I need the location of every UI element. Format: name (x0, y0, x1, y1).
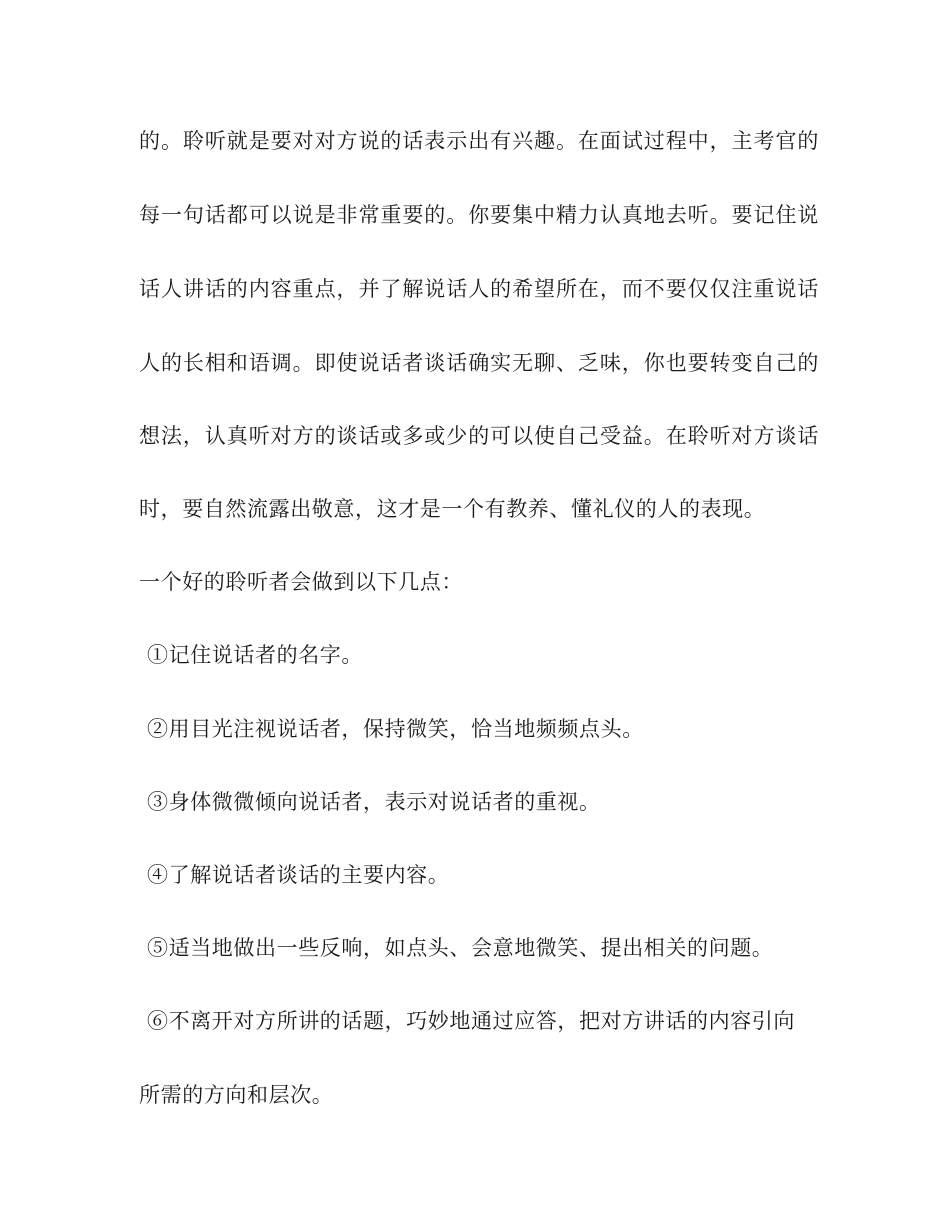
paragraph-line-6: 时，要自然流露出敬意，这才是一个有教养、懂礼仪的人的表现。 (139, 497, 766, 521)
list-item-1: ①记住说话者的名字。 (147, 643, 363, 667)
list-item-6-continuation: 所需的方向和层次。 (139, 1083, 334, 1107)
paragraph-line-3: 话人讲话的内容重点，并了解说话人的希望所在，而不要仅仅注重说话 (139, 277, 819, 301)
paragraph-line-2: 每一句话都可以说是非常重要的。你要集中精力认真地去听。要记住说 (139, 203, 819, 227)
list-item-6: ⑥不离开对方所讲的话题，巧妙地通过应答，把对方讲话的内容引向 (147, 1009, 795, 1033)
paragraph-line-1: 的。聆听就是要对对方说的话表示出有兴趣。在面试过程中，主考官的 (139, 129, 819, 153)
list-item-4: ④了解说话者谈话的主要内容。 (147, 863, 450, 887)
list-intro: 一个好的聆听者会做到以下几点： (139, 570, 463, 594)
list-item-3: ③身体微微倾向说话者，表示对说话者的重视。 (147, 790, 601, 814)
paragraph-line-5: 想法，认真听对方的谈话或多或少的可以使自己受益。在聆听对方谈话 (139, 424, 819, 448)
list-item-5: ⑤适当地做出一些反响，如点头、会意地微笑、提出相关的问题。 (147, 936, 774, 960)
list-item-2: ②用目光注视说话者，保持微笑，恰当地频频点头。 (147, 717, 644, 741)
paragraph-line-4: 人的长相和语调。即使说话者谈话确实无聊、乏味，你也要转变自己的 (139, 351, 819, 375)
